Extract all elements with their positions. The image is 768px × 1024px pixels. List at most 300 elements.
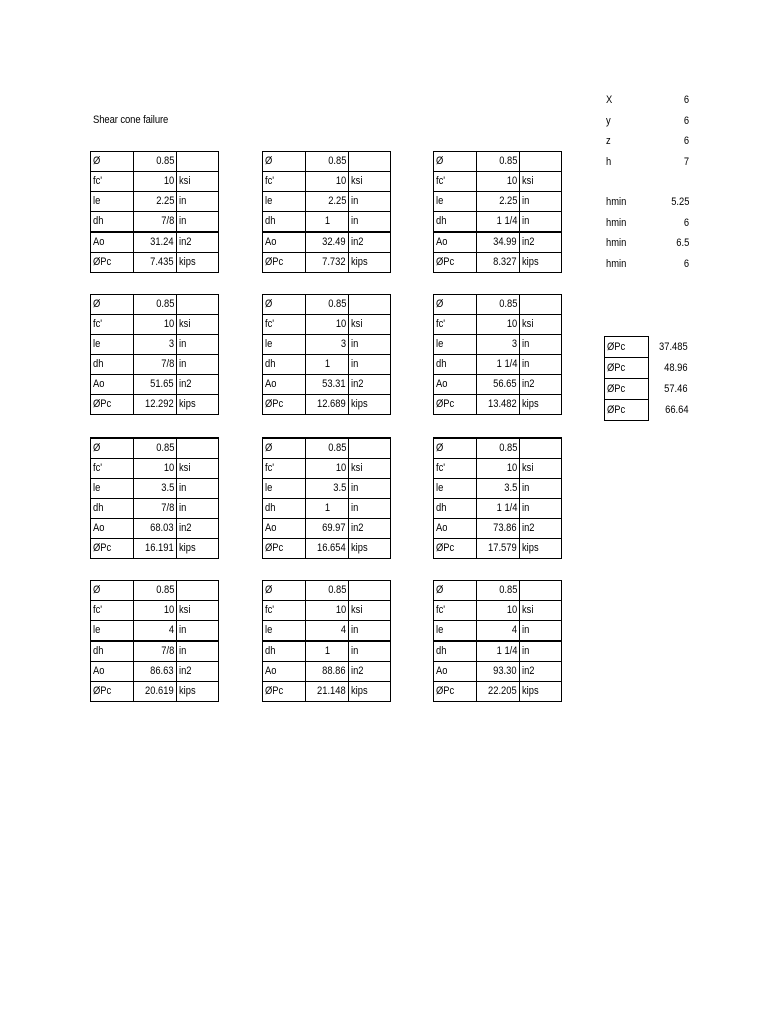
table-row <box>263 212 391 233</box>
unit-cell[interactable]: in <box>349 621 391 642</box>
value-cell[interactable]: 10 <box>134 459 177 479</box>
dimension-row-label: h <box>606 155 612 168</box>
value-cell[interactable]: 56.65 <box>477 375 520 395</box>
unit-cell[interactable] <box>177 295 219 315</box>
value-cell[interactable]: 2.25 <box>306 192 349 212</box>
unit-cell[interactable] <box>349 295 391 315</box>
calc-table <box>262 294 391 415</box>
row-label-cell[interactable]: dh <box>434 355 477 375</box>
row-label-cell[interactable]: Ø <box>91 152 134 172</box>
value-cell[interactable]: 0.85 <box>477 295 520 315</box>
unit-cell[interactable]: in <box>349 355 391 375</box>
unit-cell[interactable] <box>349 581 391 601</box>
table-row <box>91 539 219 559</box>
row-label-cell[interactable]: Ø <box>263 295 306 315</box>
value-cell[interactable]: 13.482 <box>477 395 520 415</box>
value-cell[interactable]: 1 <box>306 355 349 375</box>
hmin-row-value: 6 <box>683 257 689 270</box>
unit-cell[interactable]: in <box>520 621 562 642</box>
table-row <box>263 479 391 499</box>
pc-value-cell[interactable]: 57.46 <box>664 383 688 395</box>
value-cell[interactable]: 3 <box>477 335 520 355</box>
unit-cell[interactable]: in <box>520 192 562 212</box>
unit-cell[interactable]: in <box>177 621 219 642</box>
table-row <box>434 539 562 559</box>
calc-table <box>90 294 219 415</box>
row-label-cell[interactable]: dh <box>263 355 306 375</box>
value-cell[interactable]: 7.435 <box>134 253 177 273</box>
table-row <box>434 192 562 212</box>
row-label-cell[interactable]: Ø <box>263 581 306 601</box>
unit-cell[interactable]: ksi <box>177 601 219 621</box>
value-cell[interactable]: 16.191 <box>134 539 177 559</box>
hmin-row-label: hmin <box>606 196 627 208</box>
pc-label-cell[interactable]: ØPc <box>605 379 649 400</box>
row-label-cell[interactable]: ØPc <box>263 253 306 273</box>
table-row <box>91 459 219 479</box>
value-cell[interactable]: 17.579 <box>477 539 520 559</box>
row-label-cell[interactable]: ØPc <box>91 395 134 415</box>
row-label-cell[interactable]: Ao <box>434 519 477 539</box>
unit-cell[interactable]: in <box>349 641 391 662</box>
calc-table <box>90 151 219 273</box>
table-row <box>263 375 391 395</box>
row-label-cell[interactable]: le <box>91 335 134 355</box>
unit-cell[interactable]: ksi <box>520 315 562 335</box>
row-label-cell[interactable]: fc' <box>263 601 306 621</box>
table-row <box>434 519 562 539</box>
table-row <box>91 172 219 192</box>
hmin-row-label: hmin <box>606 237 627 249</box>
pc-value-cell[interactable]: 66.64 <box>665 404 689 416</box>
table-row <box>263 581 391 601</box>
row-label-cell[interactable]: ØPc <box>263 539 306 559</box>
dimension-row <box>606 131 689 151</box>
unit-cell[interactable]: in <box>177 212 219 233</box>
unit-cell[interactable] <box>520 438 562 459</box>
dimension-row-value: 6 <box>683 114 689 127</box>
unit-cell[interactable]: kips <box>349 253 391 273</box>
unit-cell[interactable]: in2 <box>520 662 562 682</box>
value-cell[interactable]: 10 <box>306 172 349 192</box>
value-cell[interactable]: 3 <box>306 335 349 355</box>
table-row <box>91 601 219 621</box>
row-label-cell[interactable]: ØPc <box>434 253 477 273</box>
unit-cell[interactable]: in2 <box>520 519 562 539</box>
row-label-cell[interactable]: dh <box>91 355 134 375</box>
hmin-row-label: hmin <box>606 257 627 270</box>
value-cell[interactable]: 1 1/4 <box>477 641 520 662</box>
table-row <box>263 295 391 315</box>
value-cell[interactable]: 32.49 <box>306 232 349 253</box>
unit-cell[interactable]: ksi <box>349 315 391 335</box>
dimension-row-value: 6 <box>683 135 689 147</box>
row-label-cell[interactable]: Ao <box>434 375 477 395</box>
row-label-cell[interactable]: le <box>434 479 477 499</box>
table-row <box>91 192 219 212</box>
value-cell[interactable]: 0.85 <box>134 152 177 172</box>
unit-cell[interactable]: in <box>349 212 391 233</box>
table-row <box>434 601 562 621</box>
hmin-row-value: 5.25 <box>670 196 689 208</box>
unit-cell[interactable] <box>177 438 219 459</box>
row-label-cell[interactable]: ØPc <box>91 539 134 559</box>
value-cell[interactable]: 4 <box>306 621 349 642</box>
value-cell[interactable]: 0.85 <box>134 295 177 315</box>
row-label-cell[interactable]: fc' <box>91 315 134 335</box>
value-cell[interactable]: 1 1/4 <box>477 212 520 233</box>
row-label-cell[interactable]: fc' <box>263 172 306 192</box>
unit-cell[interactable]: ksi <box>177 459 219 479</box>
unit-cell[interactable]: in <box>520 641 562 662</box>
table-row <box>434 641 562 662</box>
row-label-cell[interactable]: dh <box>263 641 306 662</box>
unit-cell[interactable]: ksi <box>349 601 391 621</box>
pc-value-cell[interactable]: 48.96 <box>664 362 688 374</box>
row-label-cell[interactable]: ØPc <box>91 253 134 273</box>
table-row <box>263 499 391 519</box>
unit-cell[interactable]: in <box>349 192 391 212</box>
table-row <box>91 438 219 459</box>
unit-cell[interactable] <box>520 295 562 315</box>
value-cell[interactable]: 0.85 <box>306 438 349 459</box>
value-cell[interactable]: 53.31 <box>306 375 349 395</box>
table-row <box>434 682 562 702</box>
table-row <box>91 641 219 662</box>
value-cell[interactable]: 2.25 <box>134 192 177 212</box>
value-cell[interactable]: 31.24 <box>134 232 177 253</box>
unit-cell[interactable]: in <box>177 641 219 662</box>
table-row <box>434 172 562 192</box>
value-cell[interactable]: 7/8 <box>134 499 177 519</box>
row-label-cell[interactable]: fc' <box>434 601 477 621</box>
row-label-cell[interactable]: fc' <box>91 172 134 192</box>
table-row <box>91 479 219 499</box>
table-row <box>91 253 219 273</box>
unit-cell[interactable]: in <box>349 499 391 519</box>
value-cell[interactable]: 0.85 <box>134 438 177 459</box>
unit-cell[interactable] <box>177 152 219 172</box>
table-row <box>91 375 219 395</box>
value-cell[interactable]: 3.5 <box>134 479 177 499</box>
row-label-cell[interactable]: dh <box>434 641 477 662</box>
row-label-cell[interactable]: ØPc <box>263 682 306 702</box>
unit-cell[interactable]: kips <box>349 539 391 559</box>
value-cell[interactable]: 0.85 <box>306 152 349 172</box>
value-cell[interactable]: 88.86 <box>306 662 349 682</box>
unit-cell[interactable]: kips <box>177 395 219 415</box>
unit-cell[interactable] <box>520 152 562 172</box>
value-cell[interactable]: 0.85 <box>306 581 349 601</box>
table-row <box>434 315 562 335</box>
unit-cell[interactable]: ksi <box>520 459 562 479</box>
row-label-cell[interactable]: Ao <box>434 662 477 682</box>
table-row <box>263 152 391 172</box>
value-cell[interactable]: 4 <box>134 621 177 642</box>
row-label-cell[interactable]: Ao <box>263 662 306 682</box>
unit-cell[interactable]: kips <box>520 253 562 273</box>
value-cell[interactable]: 0.85 <box>477 152 520 172</box>
row-label-cell[interactable]: Ao <box>263 232 306 253</box>
unit-cell[interactable]: in2 <box>177 519 219 539</box>
value-cell[interactable]: 69.97 <box>306 519 349 539</box>
unit-cell[interactable]: kips <box>177 539 219 559</box>
value-cell[interactable]: 10 <box>306 601 349 621</box>
calc-table <box>90 437 219 559</box>
unit-cell[interactable]: in <box>349 479 391 499</box>
table-row <box>91 662 219 682</box>
unit-cell[interactable]: in <box>177 335 219 355</box>
dimension-row-label: X <box>606 94 613 106</box>
row-label-cell[interactable]: Ao <box>263 375 306 395</box>
value-cell[interactable]: 1 1/4 <box>477 355 520 375</box>
calc-table <box>433 437 562 559</box>
value-cell[interactable]: 10 <box>306 315 349 335</box>
table-row <box>263 335 391 355</box>
value-cell[interactable]: 8.327 <box>477 253 520 273</box>
row-label-cell[interactable]: fc' <box>263 459 306 479</box>
hmin-row <box>606 233 689 253</box>
pc-label-cell[interactable]: ØPc <box>605 337 649 358</box>
row-label-cell[interactable]: Ao <box>91 662 134 682</box>
row-label-cell[interactable]: Ø <box>434 152 477 172</box>
value-cell[interactable]: 86.63 <box>134 662 177 682</box>
table-row <box>434 395 562 415</box>
table-row <box>434 335 562 355</box>
unit-cell[interactable]: ksi <box>520 172 562 192</box>
row-label-cell[interactable]: fc' <box>91 601 134 621</box>
unit-cell[interactable]: kips <box>520 539 562 559</box>
unit-cell[interactable]: ksi <box>349 459 391 479</box>
value-cell[interactable]: 1 <box>306 641 349 662</box>
row-label-cell[interactable]: ØPc <box>434 539 477 559</box>
unit-cell[interactable]: in2 <box>520 232 562 253</box>
unit-cell[interactable] <box>177 581 219 601</box>
row-label-cell[interactable]: le <box>263 479 306 499</box>
value-cell[interactable]: 10 <box>477 172 520 192</box>
calc-table <box>262 437 391 559</box>
row-label-cell[interactable]: le <box>434 621 477 642</box>
unit-cell[interactable]: in <box>177 192 219 212</box>
table-row <box>91 682 219 702</box>
table-row <box>263 539 391 559</box>
unit-cell[interactable]: in2 <box>349 375 391 395</box>
row-label-cell[interactable]: dh <box>434 212 477 233</box>
unit-cell[interactable]: in2 <box>520 375 562 395</box>
unit-cell[interactable]: in <box>177 499 219 519</box>
value-cell[interactable]: 10 <box>134 601 177 621</box>
row-label-cell[interactable]: le <box>91 192 134 212</box>
value-cell[interactable]: 1 <box>306 499 349 519</box>
table-row <box>434 212 562 233</box>
calc-table <box>90 580 219 702</box>
row-label-cell[interactable]: le <box>91 479 134 499</box>
row-label-cell[interactable]: le <box>263 192 306 212</box>
row-label-cell[interactable]: dh <box>91 499 134 519</box>
value-cell[interactable]: 1 1/4 <box>477 499 520 519</box>
value-cell[interactable]: 0.85 <box>306 295 349 315</box>
row-label-cell[interactable]: Ø <box>434 581 477 601</box>
table-row <box>91 335 219 355</box>
unit-cell[interactable] <box>349 152 391 172</box>
row-label-cell[interactable]: Ø <box>434 295 477 315</box>
value-cell[interactable]: 10 <box>134 172 177 192</box>
table-row <box>263 438 391 459</box>
table-row <box>434 438 562 459</box>
row-label-cell[interactable]: fc' <box>434 315 477 335</box>
value-cell[interactable]: 3.5 <box>306 479 349 499</box>
value-cell[interactable]: 10 <box>477 601 520 621</box>
row-label-cell[interactable]: ØPc <box>91 682 134 702</box>
table-row <box>434 152 562 172</box>
unit-cell[interactable]: in2 <box>177 232 219 253</box>
value-cell[interactable]: 3 <box>134 335 177 355</box>
value-cell[interactable]: 16.654 <box>306 539 349 559</box>
table-row <box>605 400 691 421</box>
table-row <box>263 601 391 621</box>
value-cell[interactable]: 93.30 <box>477 662 520 682</box>
unit-cell[interactable]: in <box>520 499 562 519</box>
unit-cell[interactable]: in2 <box>349 662 391 682</box>
table-row <box>434 581 562 601</box>
table-row <box>434 479 562 499</box>
table-row <box>91 519 219 539</box>
unit-cell[interactable]: kips <box>520 682 562 702</box>
row-label-cell[interactable]: Ø <box>263 438 306 459</box>
row-label-cell[interactable]: le <box>263 335 306 355</box>
calc-table <box>433 151 562 273</box>
value-cell[interactable]: 2.25 <box>477 192 520 212</box>
row-label-cell[interactable]: Ao <box>263 519 306 539</box>
value-cell[interactable]: 0.85 <box>134 581 177 601</box>
unit-cell[interactable]: ksi <box>177 315 219 335</box>
row-label-cell[interactable]: Ao <box>91 375 134 395</box>
table-row <box>263 519 391 539</box>
unit-cell[interactable] <box>520 581 562 601</box>
unit-cell[interactable]: in2 <box>349 232 391 253</box>
calc-table <box>262 580 391 702</box>
value-cell[interactable]: 10 <box>477 315 520 335</box>
value-cell[interactable]: 10 <box>306 459 349 479</box>
row-label-cell[interactable]: fc' <box>434 172 477 192</box>
unit-cell[interactable]: kips <box>349 395 391 415</box>
unit-cell[interactable]: in2 <box>349 519 391 539</box>
dimension-row-value: 7 <box>683 155 689 168</box>
table-row <box>434 459 562 479</box>
row-label-cell[interactable]: le <box>91 621 134 642</box>
pc-label-cell[interactable]: ØPc <box>605 358 649 379</box>
unit-cell[interactable]: in2 <box>177 375 219 395</box>
pc-label-cell[interactable]: ØPc <box>605 400 649 421</box>
table-row <box>263 315 391 335</box>
unit-cell[interactable]: kips <box>520 395 562 415</box>
value-cell[interactable]: 12.689 <box>306 395 349 415</box>
table-row <box>434 499 562 519</box>
row-label-cell[interactable]: le <box>434 335 477 355</box>
unit-cell[interactable]: in <box>520 479 562 499</box>
row-label-cell[interactable]: dh <box>263 212 306 233</box>
unit-cell[interactable]: in <box>177 355 219 375</box>
row-label-cell[interactable]: ØPc <box>434 682 477 702</box>
value-cell[interactable]: 3.5 <box>477 479 520 499</box>
unit-cell[interactable]: ksi <box>349 172 391 192</box>
row-label-cell[interactable]: le <box>263 621 306 642</box>
value-cell[interactable]: 0.85 <box>477 581 520 601</box>
value-cell[interactable]: 10 <box>477 459 520 479</box>
value-cell[interactable]: 7/8 <box>134 355 177 375</box>
row-label-cell[interactable]: Ao <box>91 519 134 539</box>
value-cell[interactable]: 21.148 <box>306 682 349 702</box>
row-label-cell[interactable]: Ø <box>263 152 306 172</box>
row-label-cell[interactable]: fc' <box>263 315 306 335</box>
unit-cell[interactable]: in <box>520 355 562 375</box>
value-cell[interactable]: 73.86 <box>477 519 520 539</box>
value-cell[interactable]: 68.03 <box>134 519 177 539</box>
row-label-cell[interactable]: Ø <box>91 438 134 459</box>
unit-cell[interactable]: kips <box>349 682 391 702</box>
value-cell[interactable]: 7/8 <box>134 641 177 662</box>
value-cell[interactable]: 1 <box>306 212 349 233</box>
pc-value-cell[interactable]: 37.485 <box>659 341 688 353</box>
row-label-cell[interactable]: Ø <box>91 295 134 315</box>
table-row <box>605 337 691 358</box>
unit-cell[interactable]: in <box>349 335 391 355</box>
table-row <box>434 621 562 642</box>
calc-table <box>262 151 391 273</box>
value-cell[interactable]: 7/8 <box>134 212 177 233</box>
row-label-cell[interactable]: Ø <box>91 581 134 601</box>
unit-cell[interactable]: kips <box>177 253 219 273</box>
row-label-cell[interactable]: fc' <box>91 459 134 479</box>
value-cell[interactable]: 4 <box>477 621 520 642</box>
unit-cell[interactable]: in <box>177 479 219 499</box>
row-label-cell[interactable]: Ø <box>434 438 477 459</box>
row-label-cell[interactable]: dh <box>91 212 134 233</box>
unit-cell[interactable]: in2 <box>177 662 219 682</box>
row-label-cell[interactable]: dh <box>434 499 477 519</box>
table-row <box>263 172 391 192</box>
unit-cell[interactable]: in <box>520 212 562 233</box>
row-label-cell[interactable]: Ao <box>91 232 134 253</box>
row-label-cell[interactable]: ØPc <box>263 395 306 415</box>
value-cell[interactable]: 22.205 <box>477 682 520 702</box>
unit-cell[interactable]: kips <box>177 682 219 702</box>
row-label-cell[interactable]: ØPc <box>434 395 477 415</box>
unit-cell[interactable] <box>349 438 391 459</box>
table-row <box>263 641 391 662</box>
value-cell[interactable]: 12.292 <box>134 395 177 415</box>
value-cell[interactable]: 10 <box>134 315 177 335</box>
value-cell[interactable]: 34.99 <box>477 232 520 253</box>
value-cell[interactable]: 20.619 <box>134 682 177 702</box>
dimension-row-value: 6 <box>683 94 689 106</box>
row-label-cell[interactable]: fc' <box>434 459 477 479</box>
row-label-cell[interactable]: le <box>434 192 477 212</box>
unit-cell[interactable]: ksi <box>177 172 219 192</box>
table-row <box>91 315 219 335</box>
row-label-cell[interactable]: dh <box>91 641 134 662</box>
calc-table <box>433 580 562 702</box>
unit-cell[interactable]: ksi <box>520 601 562 621</box>
row-label-cell[interactable]: dh <box>263 499 306 519</box>
row-label-cell[interactable]: Ao <box>434 232 477 253</box>
unit-cell[interactable]: in <box>520 335 562 355</box>
dimension-row <box>606 152 689 172</box>
table-row <box>91 355 219 375</box>
value-cell[interactable]: 7.732 <box>306 253 349 273</box>
value-cell[interactable]: 0.85 <box>477 438 520 459</box>
value-cell[interactable]: 51.65 <box>134 375 177 395</box>
